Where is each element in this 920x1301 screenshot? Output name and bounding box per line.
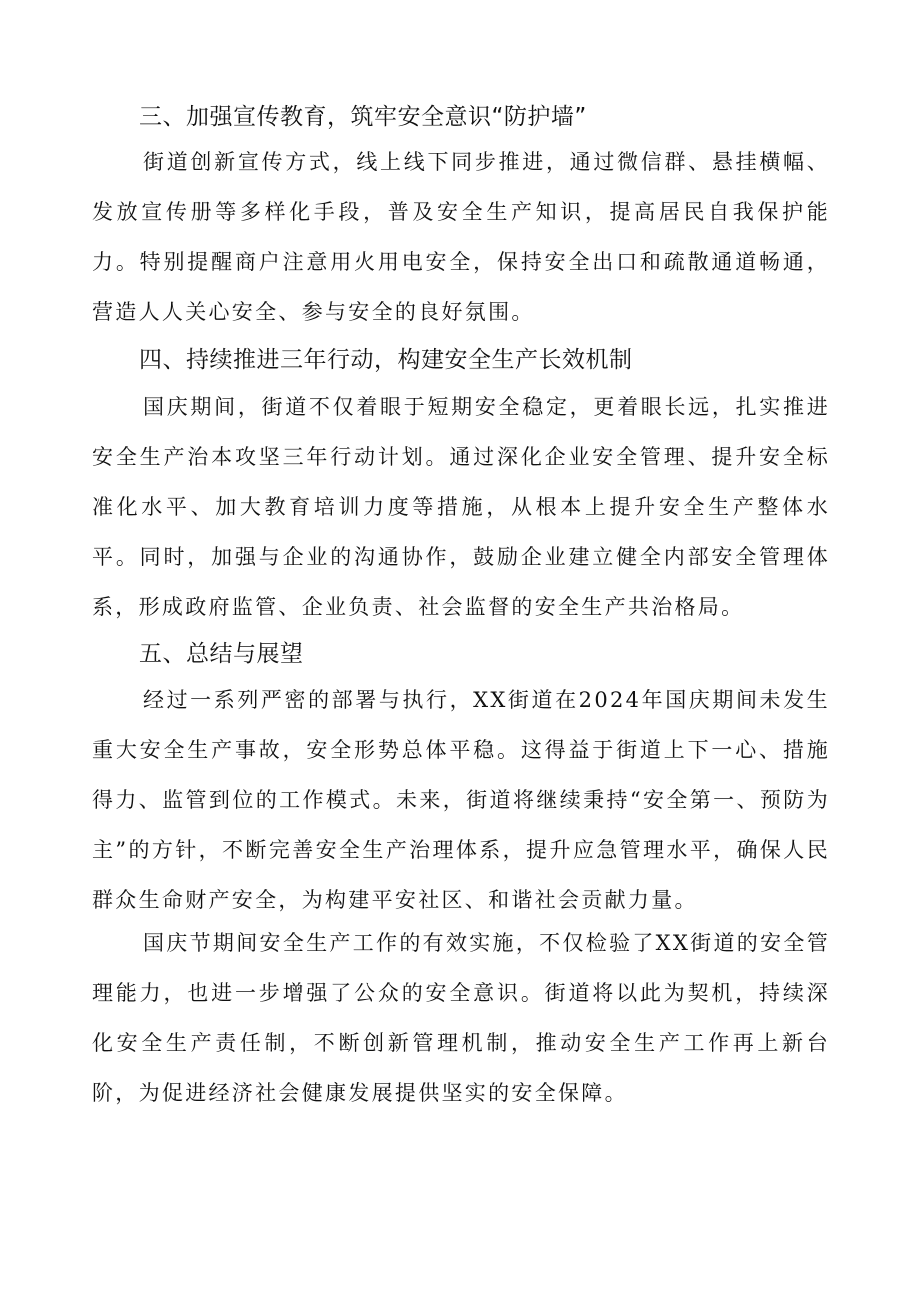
section-heading-publicity: 三、加强宣传教育，筑牢安全意识“防护墙” — [139, 104, 587, 130]
section-paragraph-summary-1: 经过一系列严密的部署与执行，XX街道在2024年国庆期间未发生重大安全生产事故，安全形势总体平稳。这得益于街道上下一心、措施得力、监管到位的工作模式。未来，街道将继续秉持“安全第一、预防为主”的方针，不断完善安全生产治理体系，提升应急管理水平，确保人民群众生命财产安全，为构建平安社区、和谐社会贡献力量。 — [92, 688, 830, 912]
section-heading-three-year-action: 四、持续推进三年行动，构建安全生产长效机制 — [139, 347, 633, 373]
section-paragraph-publicity: 街道创新宣传方式，线上线下同步推进，通过微信群、悬挂横幅、发放宣传册等多样化手段，普及安全生产知识，提高居民自我保护能力。特别提醒商户注意用火用电安全，保持安全出口和疏散通道畅通，营造人人关心安全、参与安全的良好氛围。 — [92, 150, 830, 324]
section-heading-summary: 五、总结与展望 — [139, 641, 304, 667]
section-paragraph-summary-2: 国庆节期间安全生产工作的有效实施，不仅检验了XX街道的安全管理能力，也进一步增强了公众的安全意识。街道将以此为契机，持续深化安全生产责任制，不断创新管理机制，推动安全生产工作再上新台阶，为促进经济社会健康发展提供坚实的安全保障。 — [92, 931, 830, 1105]
section-paragraph-three-year-action: 国庆期间，街道不仅着眼于短期安全稳定，更着眼长远，扎实推进安全生产治本攻坚三年行动计划。通过深化企业安全管理、提升安全标准化水平、加大教育培训力度等措施，从根本上提升安全生产整体水平。同时，加强与企业的沟通协作，鼓励企业建立健全内部安全管理体系，形成政府监管、企业负责、社会监督的安全生产共治格局。 — [92, 395, 830, 619]
